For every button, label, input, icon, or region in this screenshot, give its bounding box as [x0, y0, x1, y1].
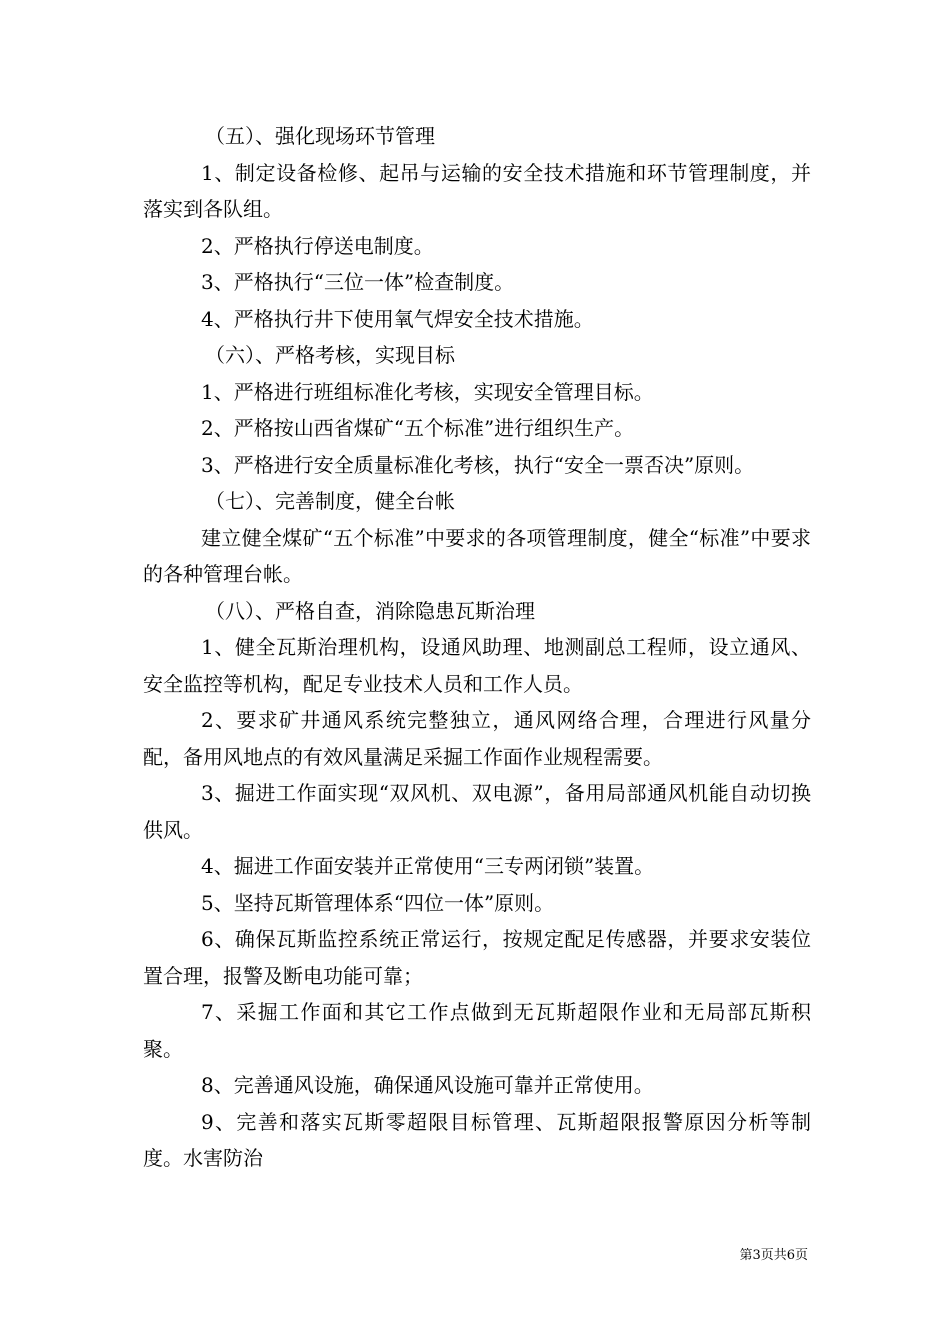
- paragraph-6-3: 3、严格进行安全质量标准化考核，执行“安全一票否决”原则。: [201, 452, 755, 477]
- paragraph-8-4: 4、掘进工作面安装并正常使用“三专两闭锁”装置。: [201, 854, 655, 878]
- document-body: [143, 118, 811, 1177]
- paragraph-8-9: 9、完善和落实瓦斯零超限目标管理、瓦斯超限报警原因分析等制度。水害防治: [143, 1109, 811, 1170]
- paragraph-7-1: 建立健全煤矿“五个标准”中要求的各项管理制度，健全“标准”中要求的各种管理台帐。: [143, 525, 811, 586]
- page-number-footer: 第3页共6页: [739, 1248, 808, 1263]
- paragraph-6-1: 1、严格进行班组标准化考核，实现安全管理目标。: [201, 379, 654, 404]
- paragraph-5-1: 1、制定设备检修、起吊与运输的安全技术措施和环节管理制度，并落实到各队组。: [143, 160, 811, 221]
- paragraph-8-3: 3、掘进工作面实现“双风机、双电源”，备用局部通风机能自动切换供风。: [143, 781, 811, 842]
- paragraph-6-2: 2、严格按山西省煤矿“五个标准”进行组织生产。: [201, 416, 635, 440]
- paragraph-8-5: 5、坚持瓦斯管理体系“四位一体”原则。: [201, 890, 555, 915]
- paragraph-5-2: 2、严格执行停送电制度。: [201, 233, 434, 258]
- paragraph-8-7: 7、采掘工作面和其它工作点做到无瓦斯超限作业和无局部瓦斯积聚。: [143, 1000, 811, 1061]
- paragraph-5-3: 3、严格执行“三位一体”检查制度。: [201, 270, 515, 294]
- paragraph-8-8: 8、完善通风设施，确保通风设施可靠并正常使用。: [201, 1073, 654, 1097]
- paragraph-8-1: 1、健全瓦斯治理机构，设通风助理、地测副总工程师，设立通风、安全监控等机构，配足专业技术人员和工作人员。: [143, 635, 811, 696]
- section-heading-5: （五）、强化现场环节管理: [205, 124, 435, 148]
- paragraph-8-6: 6、确保瓦斯监控系统正常运行，按规定配足传感器，并要求安装位置合理，报警及断电功能可靠；: [143, 927, 811, 988]
- paragraph-8-2: 2、要求矿井通风系统完整独立，通风网络合理，合理进行风量分配，备用风地点的有效风量满足采掘工作面作业规程需要。: [143, 708, 811, 769]
- section-heading-7: （七）、完善制度，健全台帐: [205, 489, 455, 513]
- paragraph-5-4: 4、严格执行井下使用氧气焊安全技术措施。: [201, 306, 594, 331]
- section-heading-6: （六）、严格考核，实现目标: [205, 343, 455, 367]
- section-heading-8: （八）、严格自查，消除隐患瓦斯治理: [205, 598, 535, 623]
